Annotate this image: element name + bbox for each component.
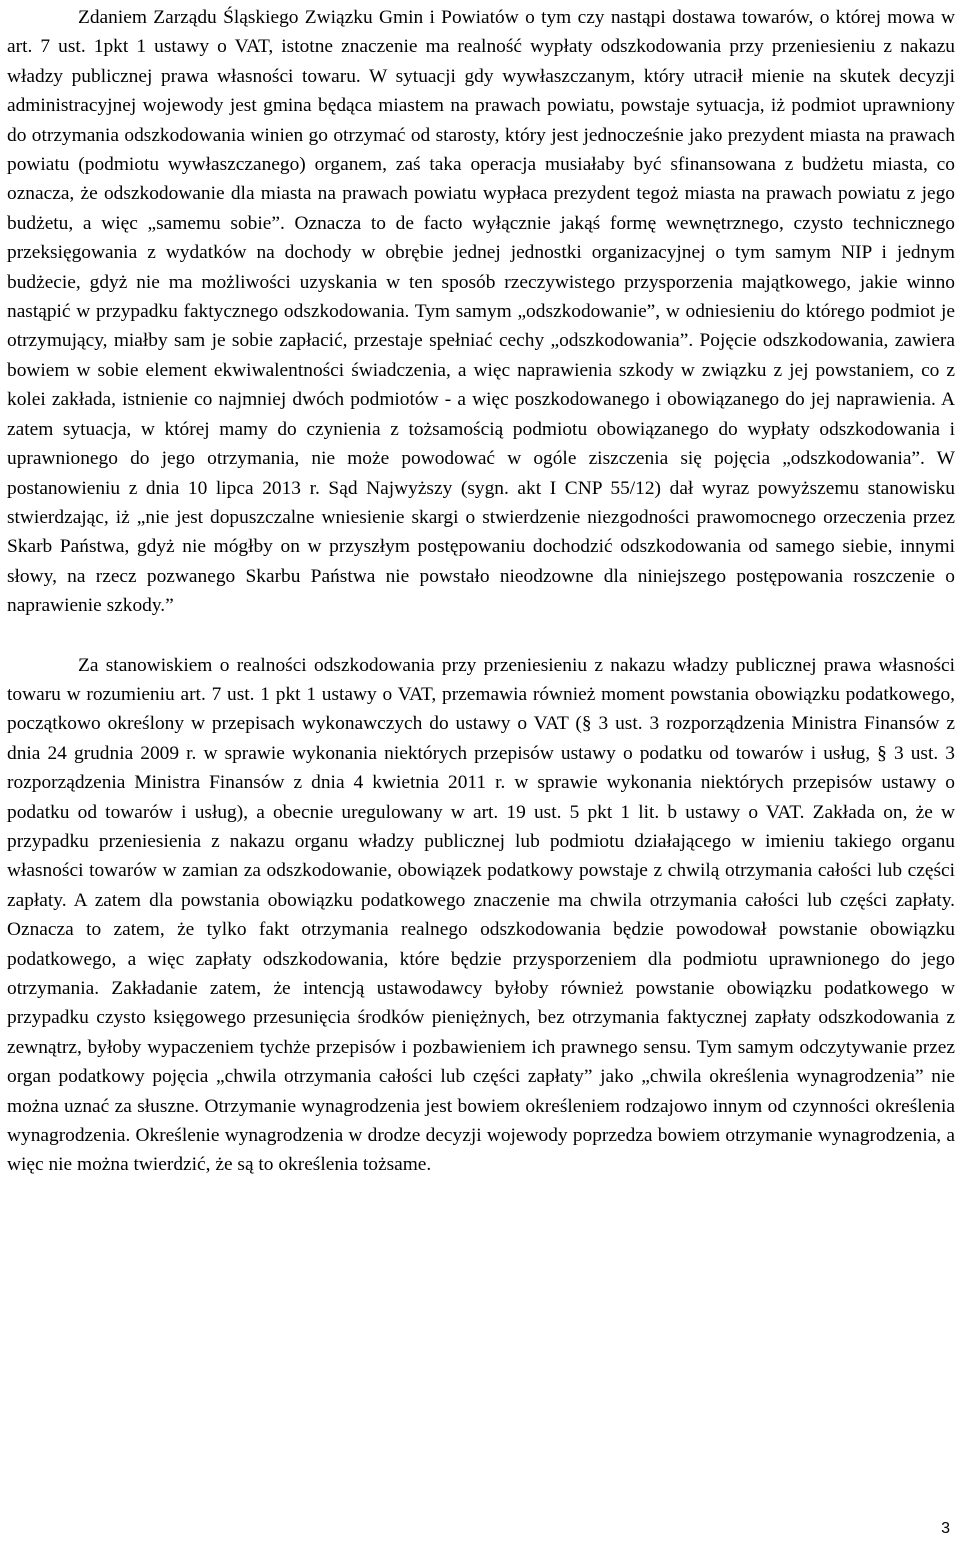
paragraph-2: Za stanowiskiem o realności odszkodowania przy przeniesieniu z nakazu władzy publicznej prawa własności towaru w rozumieniu art. 7 ust. 1 pkt 1 ustawy o VAT, przemawia również moment powstania obowiązku podatkowego, początkowo określony w przepisach wykonawczych do ustawy o VAT (§ 3 ust. 3 rozporządzenia Ministra Finansów z dnia 24 grudnia 2009 r. w sprawie wykonania niektórych przepisów ustawy o podatku od towarów i usług, § 3 ust. 3 rozporządzenia Ministra Finansów z dnia 4 kwietnia 2011 r. w sprawie wykonania niektórych przepisów ustawy o podatku od towarów i usług), a obecnie uregulowany w art. 19 ust. 5 pkt 1 lit. b ustawy o VAT. Zakłada on, że w przypadku przeniesienia z nakazu organu władzy publicznej lub podmiotu działającego w imieniu takiego organu własności towarów w zamian za odszkodowanie, obowiązek podatkowy powstaje z chwilą otrzymania całości lub części zapłaty. A zatem dla powstania obowiązku podatkowego znaczenie ma chwila otrzymania całości lub części zapłaty. Oznacza to zatem, że tylko fakt otrzymania realnego odszkodowania będzie powodował powstanie obowiązku podatkowego, a więc zapłaty odszkodowania, które będzie przysporzeniem dla podmiotu uprawnionego do jego otrzymania. Zakładanie zatem, że intencją ustawodawcy byłoby również powstanie obowiązku podatkowego w przypadku czysto księgowego przesunięcia środków pieniężnych, bez otrzymania faktycznej zapłaty odszkodowania z zewnątrz, byłoby wypaczeniem tychże przepisów i pozbawieniem ich prawnego sensu. Tym samym odczytywanie przez organ podatkowy pojęcia „chwila otrzymania całości lub części zapłaty” jako „chwila określenia wynagrodzenia” nie można uznać za słuszne. Otrzymanie wynagrodzenia jest bowiem określeniem rodzajowo innym od czynności określenia wynagrodzenia. Określenie wynagrodzenia w drodze decyzji wojewody poprzedza bowiem otrzymanie wynagrodzenia, a więc nie można twierdzić, że są to określenia tożsame. [7,654,955,1176]
document-body [7,3,955,1180]
paragraph-1: Zdaniem Zarządu Śląskiego Związku Gmin i Powiatów o tym czy nastąpi dostawa towarów, o której mowa w art. 7 ust. 1pkt 1 ustawy o VAT, istotne znaczenie ma realność wypłaty odszkodowania przy przeniesieniu z nakazu władzy publicznej prawa własności towaru. W sytuacji gdy wywłaszczanym, który utracił mienie na skutek decyzji administracyjnej wojewody jest gmina będąca miastem na prawach powiatu, powstaje sytuacja, iż podmiot uprawniony do otrzymania odszkodowania winien go otrzymać od starosty, który jest jednocześnie jako prezydent miasta na prawach powiatu (podmiotu wywłaszczanego) organem, zaś taka operacja musiałaby być sfinansowana z budżetu miasta, co oznacza, że odszkodowanie dla miasta na prawach powiatu wypłaca prezydent tegoż miasta na prawach powiatu z jego budżetu, a więc „samemu sobie”. Oznacza to de facto wyłącznie jakąś formę wewnętrznego, czysto technicznego przeksięgowania z wydatków na dochody w obrębie jednej jednostki organizacyjnej o tym samym NIP i jednym budżecie, gdyż nie ma możliwości uzyskania w ten sposób rzeczywistego przysporzenia majątkowego, jakie winno nastąpić w przypadku faktycznego odszkodowania. Tym samym „odszkodowanie”, w odniesieniu do którego podmiot je otrzymujący, miałby sam je sobie zapłacić, przestaje spełniać cechy „odszkodowania”. Pojęcie odszkodowania, zawiera bowiem w sobie element ekwiwalentności świadczenia, a więc naprawienia szkody w związku z jej powstaniem, co z kolei zakłada, istnienie co najmniej dwóch podmiotów - a więc poszkodowanego i obowiązanego do jej naprawienia. A zatem sytuacja, w której mamy do czynienia z tożsamością podmiotu obowiązanego do wypłaty odszkodowania i uprawnionego do jego otrzymania, nie może powodować w ogóle ziszczenia się pojęcia „odszkodowania”. W postanowieniu z dnia 10 lipca 2013 r. Sąd Najwyższy (sygn. akt I CNP 55/12) dał wyraz powyższemu stanowisku stwierdzając, iż „nie jest dopuszczalne wniesienie skargi o stwierdzenie niezgodności prawomocnego orzeczenia przez Skarb Państwa, gdyż nie mógłby on w przyszłym postępowaniu dochodzić odszkodowania od samego siebie, innymi słowy, na rzecz pozwanego Skarbu Państwa nie powstało nieodzowne dla niniejszego postępowania roszczenie o naprawienie szkody.” [7,7,955,617]
page-number: 3 [941,1520,950,1537]
